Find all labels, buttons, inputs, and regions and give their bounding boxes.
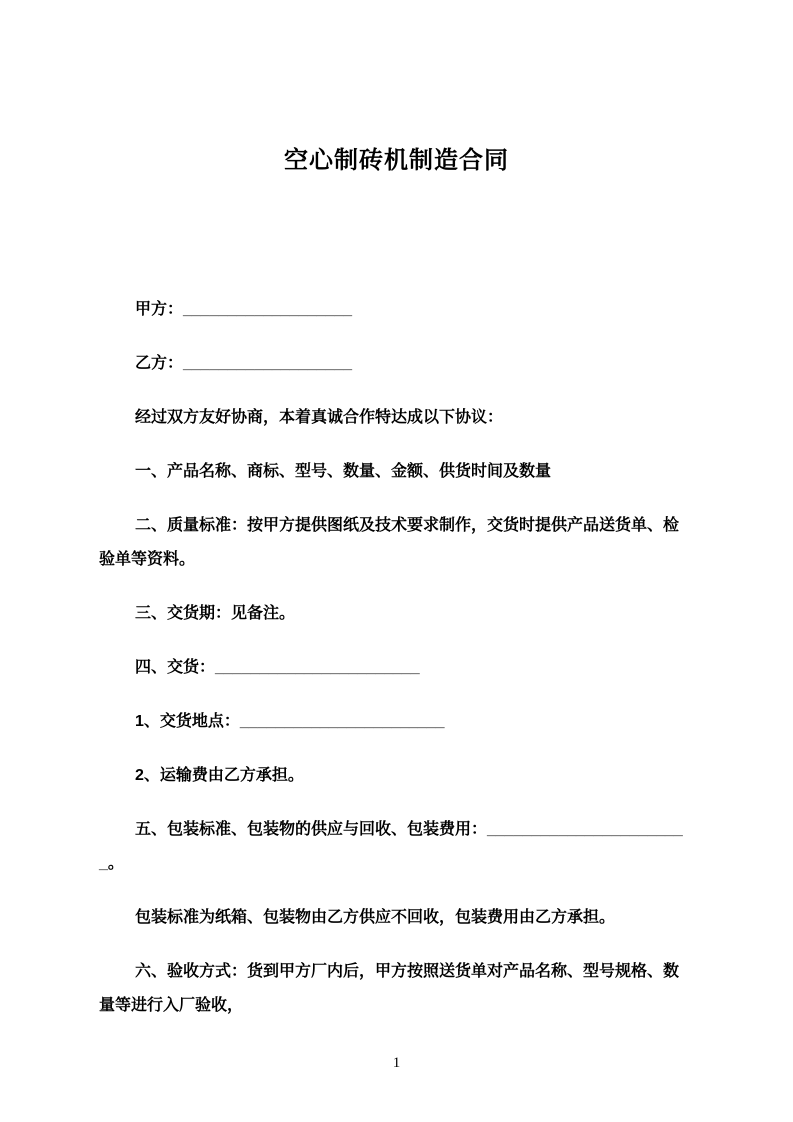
paragraph-party-b: 乙方：___________________: [135, 355, 353, 372]
document-title: 空心制砖机制造合同: [284, 147, 509, 174]
paragraph-clause-1: 一、产品名称、商标、型号、数量、金额、供货时间及数量: [135, 463, 552, 480]
paragraph-preamble: 经过双方友好协商，本着真诚合作特达成以下协议：: [135, 409, 504, 426]
paragraph-clause-5: 五、包装标准、包装物的供应与回收、包装费用：_______________________。: [99, 821, 683, 872]
page-number: 1: [392, 1055, 401, 1071]
paragraph-clause-2: 二、质量标准：按甲方提供图纸及技术要求制作，交货时提供产品送货单、检验单等资料。: [99, 517, 680, 568]
paragraph-clause-5-note: 包装标准为纸箱、包装物由乙方供应不回收，包装费用由乙方承担。: [135, 909, 616, 926]
paragraph-clause-6: 六、验收方式：货到甲方厂内后，甲方按照送货单对产品名称、型号规格、数量等进行入厂验收，: [99, 963, 680, 1014]
paragraph-clause-4: 四、交货：_______________________: [135, 659, 420, 676]
paragraph-clause-3: 三、交货期：见备注。: [135, 605, 296, 622]
document-body: [99, 175, 694, 1023]
paragraph-party-a: 甲方：___________________: [135, 301, 353, 318]
paragraph-clause-4-item2: 2、运输费由乙方承担。: [135, 767, 304, 784]
paragraph-clause-4-item1: 1、交货地点：_______________________: [135, 713, 445, 730]
